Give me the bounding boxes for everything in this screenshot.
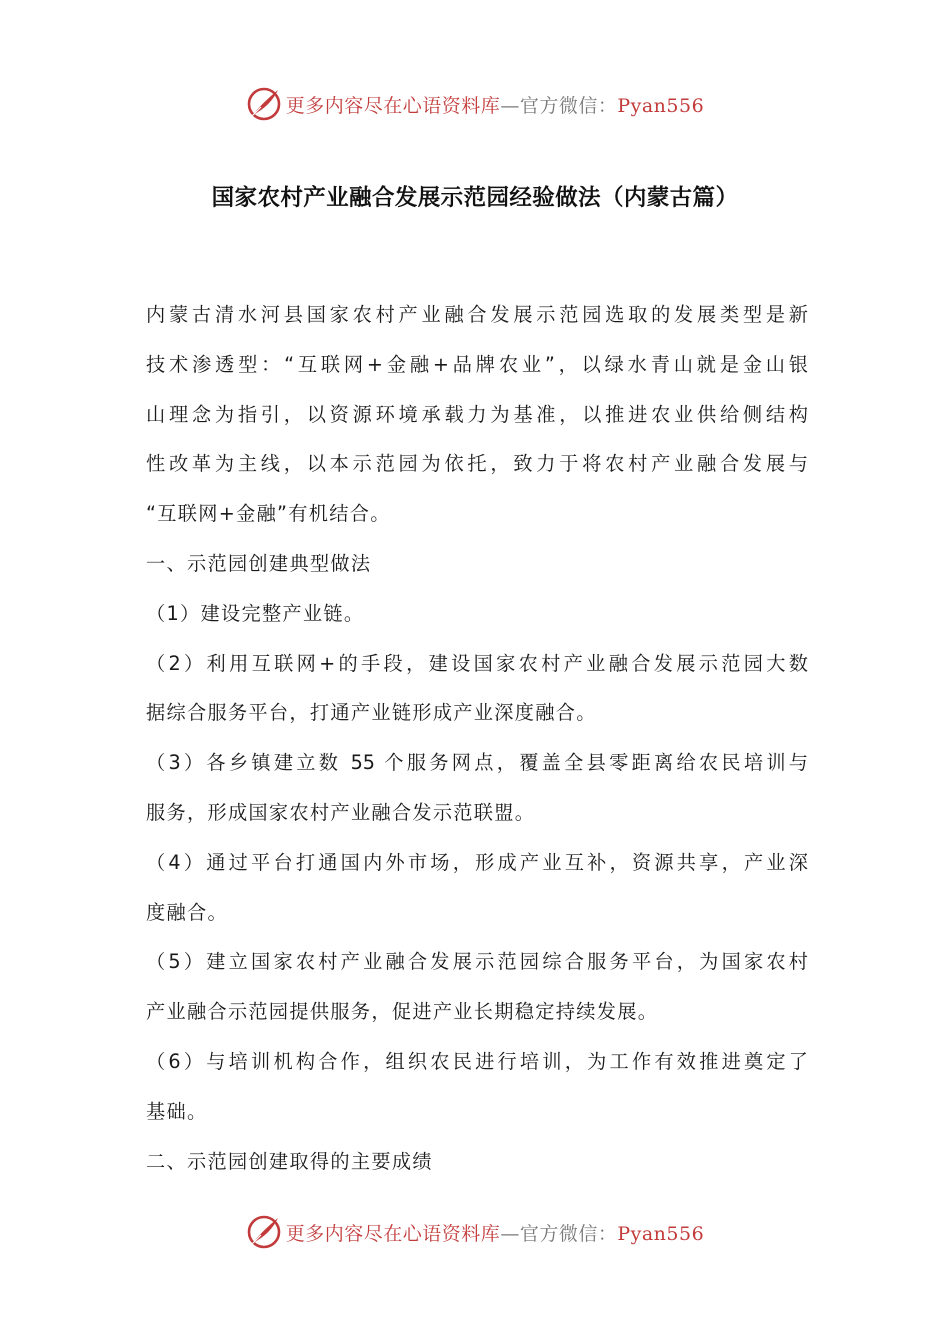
watermark-wechat-label: 官方微信： — [519, 94, 618, 117]
body-line: 一、示范园创建典型做法 — [146, 551, 372, 575]
document-body — [146, 290, 808, 1186]
body-line: 性改革为主线，以本示范园为依托，致力于将农村产业融合发展与 — [146, 452, 808, 476]
watermark-wechat-label: 官方微信： — [519, 1222, 618, 1245]
body-line: （5）建立国家农村产业融合发展示范园综合服务平台，为国家农村 — [146, 950, 808, 974]
body-line: （6）与培训机构合作，组织农民进行培训，为工作有效推进奠定了 — [146, 1049, 808, 1073]
watermark-main: 更多内容尽在心语资料库 — [285, 1222, 501, 1245]
body-line: 二、示范园创建取得的主要成绩 — [146, 1149, 433, 1173]
body-line: 产业融合示范园提供服务，促进产业长期稳定持续发展。 — [146, 1000, 659, 1024]
body-line: 技术渗透型：“互联网+金融+品牌农业”，以绿水青山就是金山银 — [146, 352, 808, 376]
footer-watermark-banner — [0, 1210, 950, 1254]
body-line: 山理念为指引，以资源环境承载力为基准，以推进农业供给侧结构 — [146, 402, 808, 426]
watermark-text — [286, 91, 704, 118]
body-line: （1）建设完整产业链。 — [146, 601, 365, 625]
body-line: 据综合服务平台，打通产业链形成产业深度融合。 — [146, 701, 597, 725]
watermark-wechat-id: Pyan556 — [617, 94, 705, 117]
watermark-dash: — — [500, 1222, 520, 1245]
watermark-dash: — — [500, 94, 520, 117]
body-line: （3）各乡镇建立数 55 个服务网点，覆盖全县零距离给农民培训与 — [146, 751, 808, 775]
body-line: （4）通过平台打通国内外市场，形成产业互补，资源共享，产业深 — [146, 850, 808, 874]
watermark-main: 更多内容尽在心语资料库 — [285, 94, 501, 117]
body-line: （2）利用互联网+的手段，建设国家农村产业融合发展示范园大数 — [146, 651, 808, 675]
document-title: 国家农村产业融合发展示范园经验做法（内蒙古篇） — [211, 185, 739, 211]
header-watermark-banner — [0, 82, 950, 126]
quill-logo-icon — [246, 1214, 282, 1250]
quill-logo-icon — [246, 86, 282, 122]
body-line: 内蒙古清水河县国家农村产业融合发展示范园选取的发展类型是新 — [146, 303, 808, 326]
body-line: 度融合。 — [146, 900, 228, 924]
watermark-text — [286, 1219, 704, 1246]
body-line: 基础。 — [146, 1099, 208, 1123]
watermark-wechat-id: Pyan556 — [617, 1222, 705, 1245]
body-line: 服务，形成国家农村产业融合发示范联盟。 — [146, 800, 536, 824]
body-line: “互联网+金融”有机结合。 — [146, 502, 391, 526]
